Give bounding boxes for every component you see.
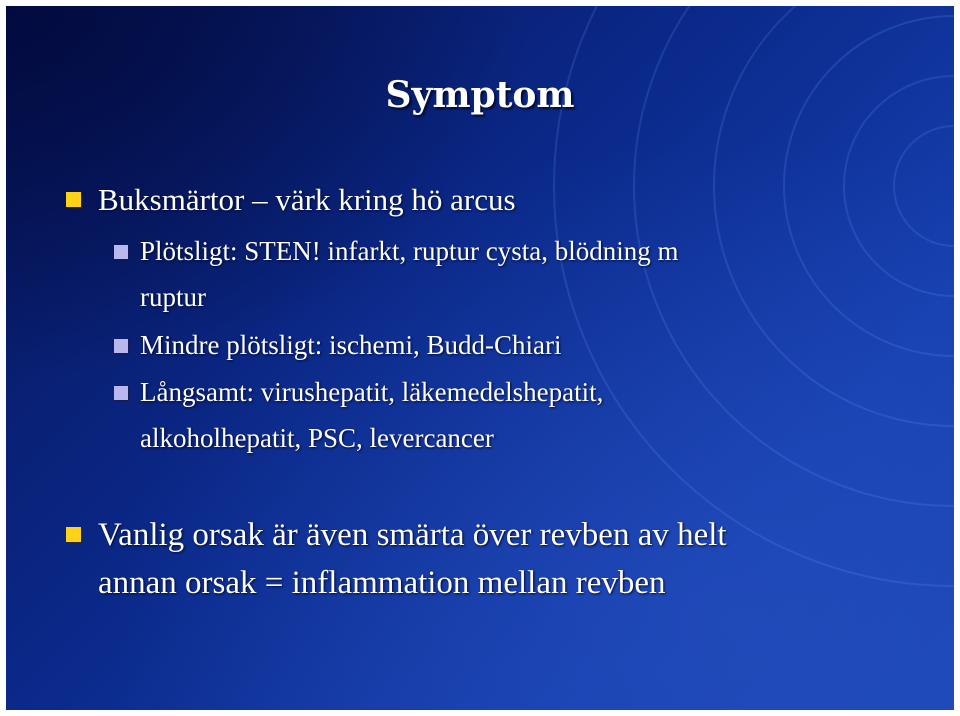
bullet-square-icon [66, 192, 81, 207]
sub-bullet-square-icon [114, 339, 128, 353]
bullet-list [6, 6, 954, 710]
bullet-item-vanlig-orsak [98, 511, 727, 607]
bullet-item-buksmartor [98, 182, 516, 218]
slide [6, 6, 954, 710]
bullet-text-line: Buksmärtor – värk kring hö arcus [98, 182, 516, 217]
bullet-text-line: Vanlig orsak är även smärta över revben av helt [98, 517, 727, 553]
bullet-text-line: Långsamt: virushepatit, läkemedelshepatit, [140, 377, 604, 407]
bullet-text-line: Plötsligt: STEN! infarkt, ruptur cysta, blödning m [140, 236, 679, 266]
sub-bullet-square-icon [114, 386, 128, 400]
sub-bullet-item-plotsligt [140, 228, 678, 320]
bullet-square-icon [66, 527, 81, 542]
bullet-text-line: alkoholhepatit, PSC, levercancer [140, 423, 494, 453]
bullet-text-line: ruptur [140, 282, 206, 312]
bullet-text-line: annan orsak = inflammation mellan revben [98, 565, 666, 601]
sub-bullet-square-icon [114, 245, 128, 259]
slide-title: Symptom [385, 74, 575, 116]
sub-bullet-item-langsamt [140, 369, 603, 461]
bullet-text-line: Mindre plötsligt: ischemi, Budd-Chiari [140, 330, 562, 360]
sub-bullet-item-mindre-plotsligt [140, 322, 561, 368]
